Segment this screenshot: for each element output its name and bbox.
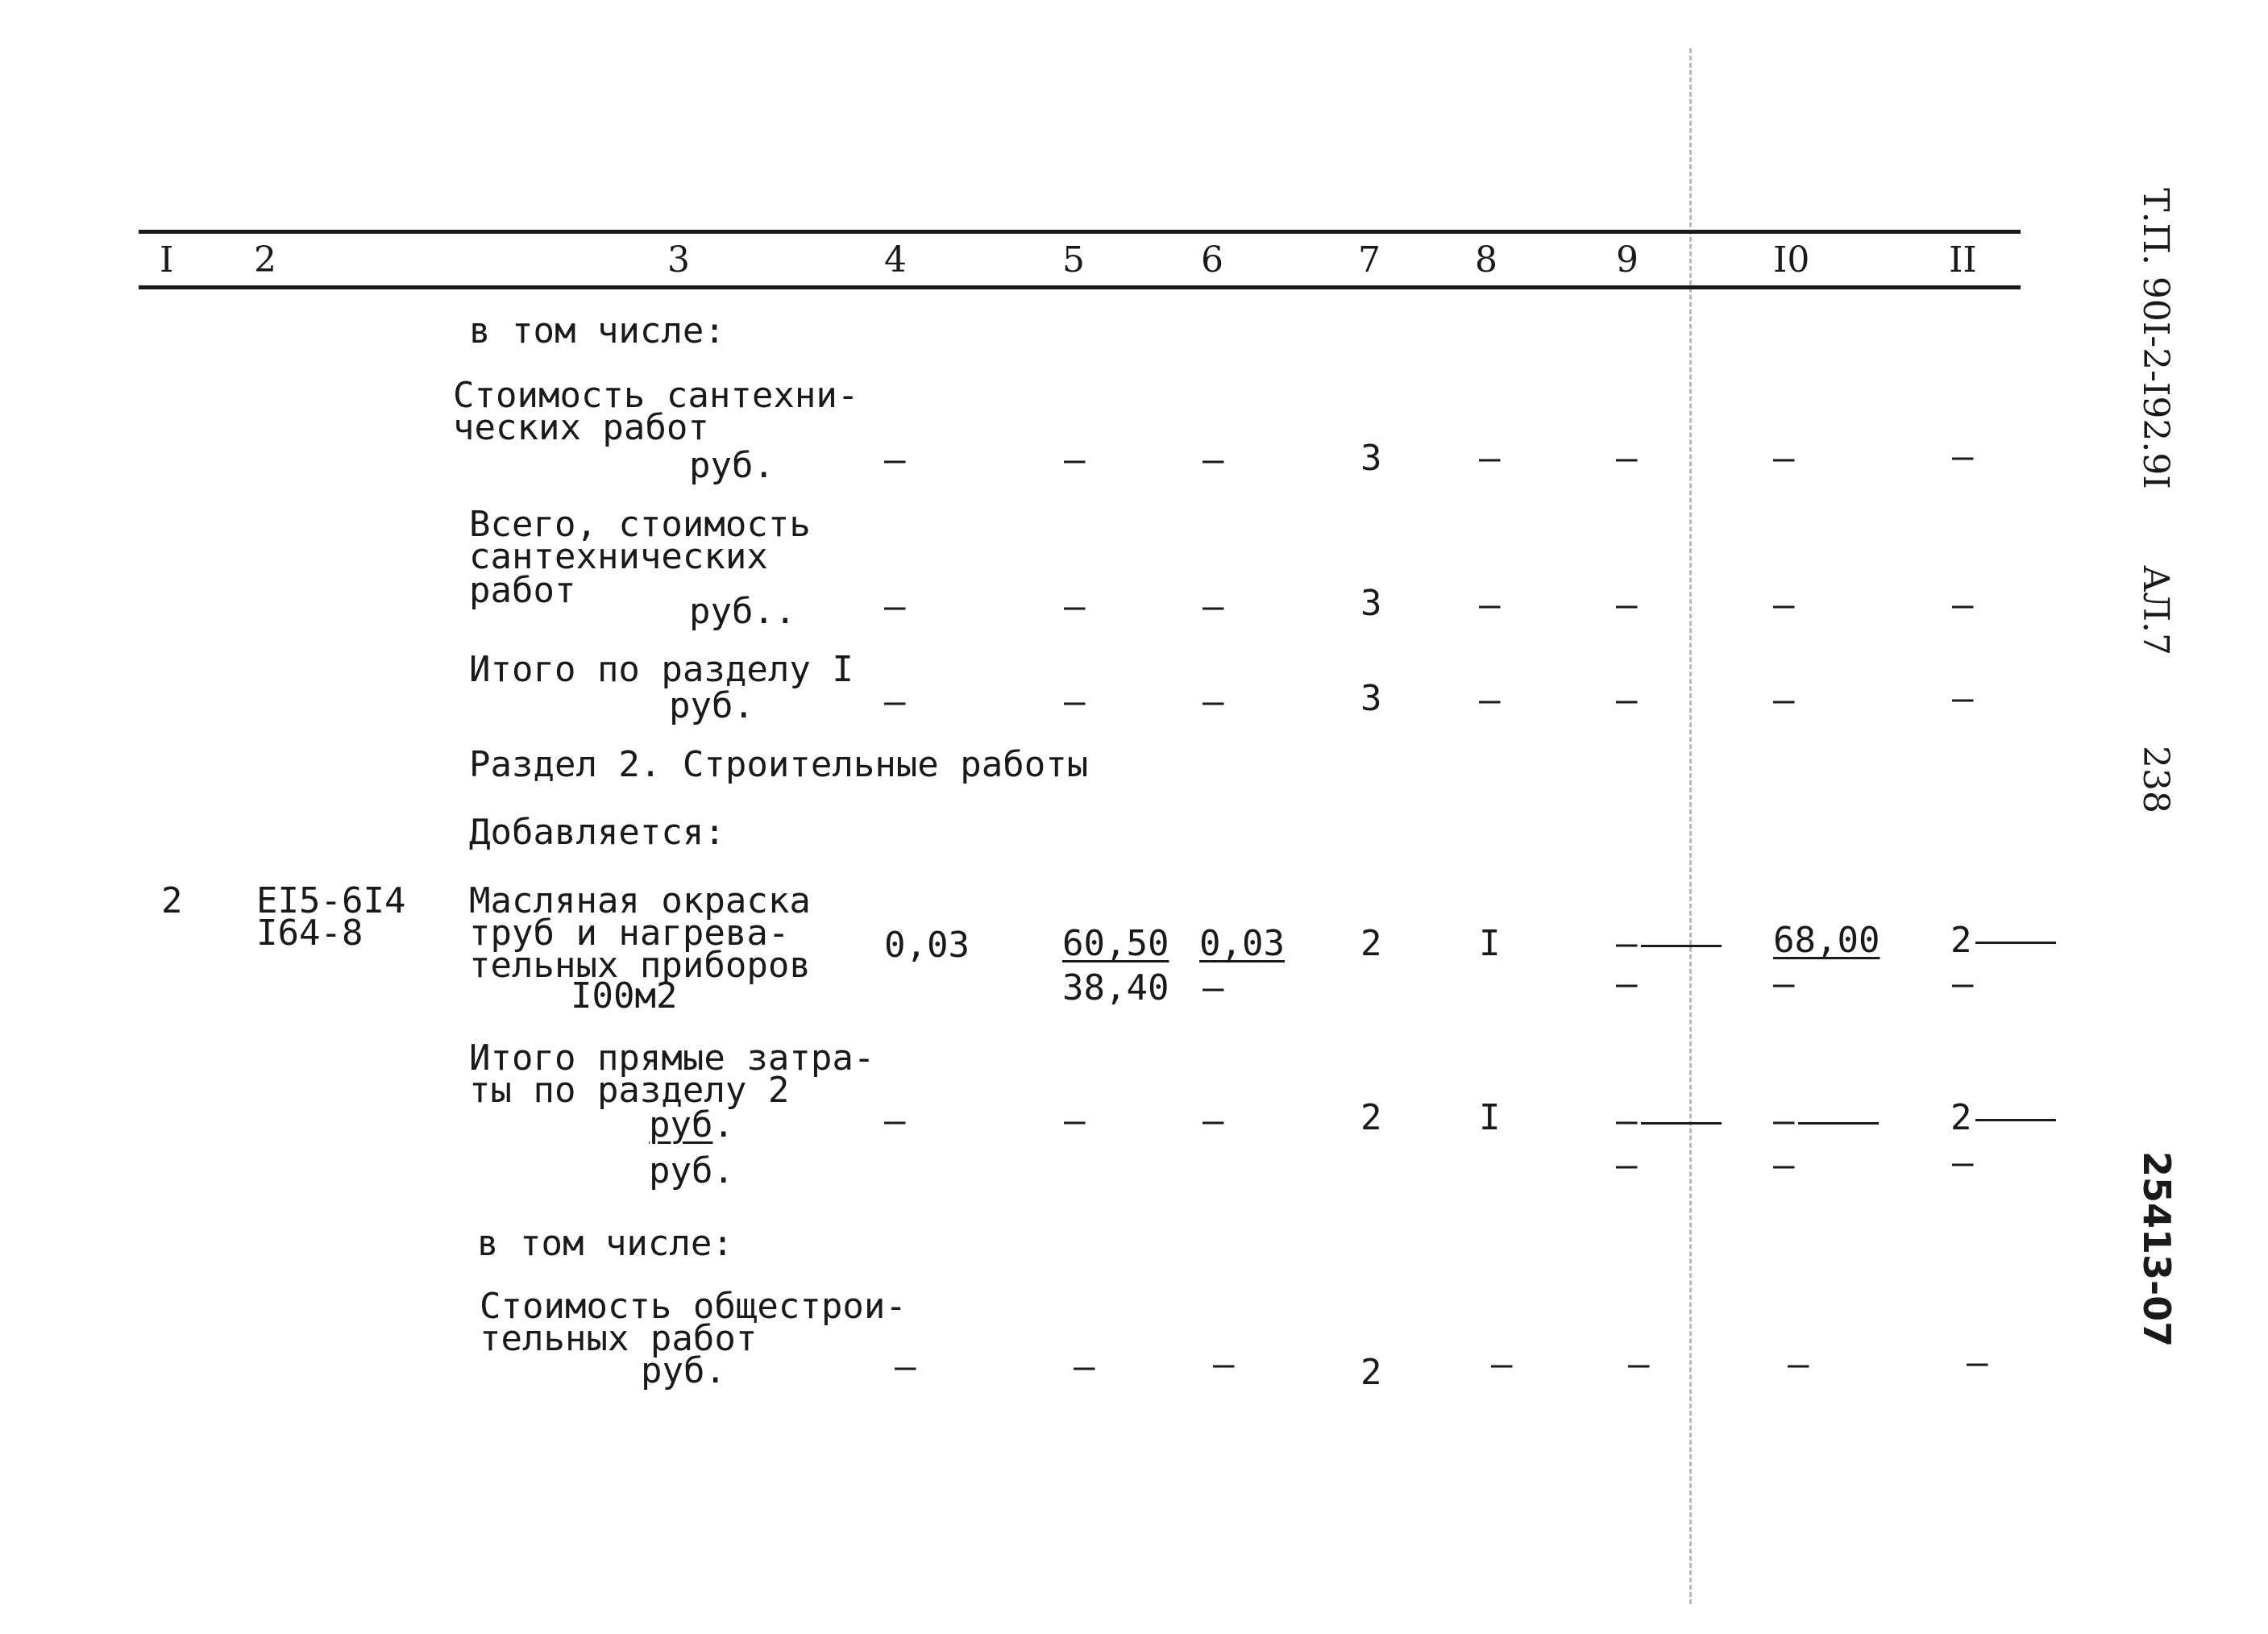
row7-col5-bottom: 38,40	[1062, 967, 1169, 1008]
row8-desc-line1: Итого прямые затра-	[469, 1037, 875, 1079]
row-label-vtom-chisle: в том числе:	[469, 310, 725, 351]
fold-line	[1689, 48, 1692, 1604]
row3-col10: –	[1773, 584, 1795, 626]
row8-unit-1: руб.	[649, 1104, 734, 1145]
row2-col5: –	[1064, 439, 1086, 480]
row7-unit: I00м2	[571, 975, 678, 1017]
row2-desc-line1: Стоимость сантехни-	[453, 375, 859, 416]
row4-col11: –	[1952, 678, 1974, 719]
row8-col9-top: –	[1616, 1104, 1722, 1138]
row7-col7: 2	[1360, 923, 1382, 964]
row8-unit-2: руб.	[649, 1150, 734, 1191]
row4-desc-line1: Итого по разделу I	[469, 649, 854, 690]
row7-number: 2	[161, 880, 183, 921]
row7-col8: I	[1479, 923, 1501, 964]
section-2-title: Раздел 2. Строительные работы	[469, 744, 1089, 785]
col-header-3: 3	[667, 239, 690, 281]
row3-col11: –	[1952, 584, 1974, 626]
row8-col5: –	[1064, 1100, 1086, 1141]
row3-desc-line2: сантехнических	[469, 536, 768, 577]
row3-desc-line1: Всего, стоимость	[469, 504, 811, 545]
row-label-vtom-chisle-2: в том числе:	[477, 1223, 733, 1264]
row7-col10-bottom: –	[1773, 963, 1795, 1004]
col-header-5: 5	[1062, 239, 1085, 281]
row2-col8: –	[1479, 438, 1501, 479]
row2-unit: руб.	[689, 445, 775, 486]
col-header-2: 2	[254, 239, 276, 281]
row7-col9-top: –	[1616, 927, 1722, 961]
row8-col10-top: –	[1773, 1104, 1879, 1138]
col-header-10: I0	[1773, 239, 1810, 281]
row8-col7: 2	[1360, 1097, 1382, 1138]
col-header-8: 8	[1475, 239, 1497, 281]
col-header-9: 9	[1616, 239, 1639, 281]
row7-col4: 0,03	[884, 925, 970, 966]
row7-col6-top: 0,03	[1199, 923, 1285, 964]
row4-col4: –	[884, 681, 906, 722]
row10-col4: –	[895, 1346, 916, 1387]
row10-col10: –	[1788, 1344, 1809, 1385]
row3-col9: –	[1616, 584, 1638, 626]
row-label-dobavlyaetsya: Добавляется:	[469, 812, 725, 853]
row4-unit: руб.	[669, 685, 754, 726]
row8-col4: –	[884, 1100, 906, 1141]
row3-col5: –	[1064, 586, 1086, 627]
row4-col10: –	[1773, 680, 1795, 721]
header-bottom-rule	[139, 285, 2021, 289]
row7-code-line1: EI5-6I4	[256, 880, 406, 921]
row10-col11: –	[1967, 1342, 1988, 1383]
row4-col5: –	[1064, 681, 1086, 722]
header-top-rule	[139, 230, 2021, 234]
row2-col4: –	[884, 439, 906, 480]
row7-desc-line1: Масляная окраска	[469, 880, 811, 921]
row2-col7: 3	[1360, 438, 1382, 479]
col-header-4: 4	[884, 239, 907, 281]
col-header-6: 6	[1201, 239, 1223, 281]
row7-desc-line3: тельных приборов	[469, 945, 811, 986]
side-page-number: 238	[2135, 746, 2176, 813]
row7-col9-bottom: –	[1616, 963, 1638, 1004]
row2-col6: –	[1203, 439, 1224, 480]
row8-col10-bottom: –	[1773, 1145, 1795, 1186]
row2-desc-line2: ческих работ	[453, 407, 709, 448]
row3-desc-line3: работ	[469, 570, 576, 611]
row3-col7: 3	[1360, 583, 1382, 624]
row7-col6-bottom: –	[1203, 967, 1224, 1008]
row7-col11-top: 2	[1950, 924, 2056, 958]
row3-col6: –	[1203, 586, 1224, 627]
row2-col10: –	[1773, 438, 1795, 479]
row10-col8: –	[1491, 1344, 1513, 1385]
row10-col9: –	[1628, 1344, 1650, 1385]
row8-col6: –	[1203, 1100, 1224, 1141]
row3-col4: –	[884, 586, 906, 627]
col-header-7: 7	[1358, 239, 1381, 281]
row7-desc-line2: труб и нагрева-	[469, 913, 790, 954]
col-header-1: I	[160, 239, 174, 281]
row10-desc-line1: Стоимость общестрои-	[480, 1286, 907, 1327]
row4-col9: –	[1616, 680, 1638, 721]
row10-desc-line2: тельных работ	[480, 1318, 758, 1359]
row7-col11-bottom: –	[1952, 963, 1974, 1004]
row8-desc-line2: ты по разделу 2	[469, 1070, 790, 1111]
row10-col7: 2	[1360, 1352, 1382, 1393]
side-archive-stamp: 25413-07	[2135, 1151, 2179, 1348]
side-document-code: Т.П. 90I-2-I92.9I	[2135, 188, 2176, 489]
row8-col11-top: 2	[1950, 1101, 2056, 1135]
row2-col9: –	[1616, 438, 1638, 479]
row7-code-line2: I64-8	[256, 913, 363, 954]
row3-unit: руб..	[689, 591, 796, 632]
side-sheet-number: АЛ.7	[2135, 564, 2176, 656]
row2-col11: –	[1952, 436, 1974, 477]
row8-col9-bottom: –	[1616, 1145, 1638, 1186]
row10-col6: –	[1213, 1344, 1235, 1385]
row3-col8: –	[1479, 584, 1501, 626]
col-header-11: II	[1949, 239, 1977, 281]
row7-col5-top: 60,50	[1062, 923, 1169, 964]
row4-col7: 3	[1360, 678, 1382, 719]
row4-col6: –	[1203, 681, 1224, 722]
row8-col8: I	[1479, 1097, 1501, 1138]
row7-col10-top: 68,00	[1773, 920, 1880, 961]
row8-col11-bottom: –	[1952, 1142, 1974, 1183]
row4-col8: –	[1479, 680, 1501, 721]
row10-col5: –	[1074, 1346, 1095, 1387]
row10-unit: руб.	[641, 1350, 726, 1391]
